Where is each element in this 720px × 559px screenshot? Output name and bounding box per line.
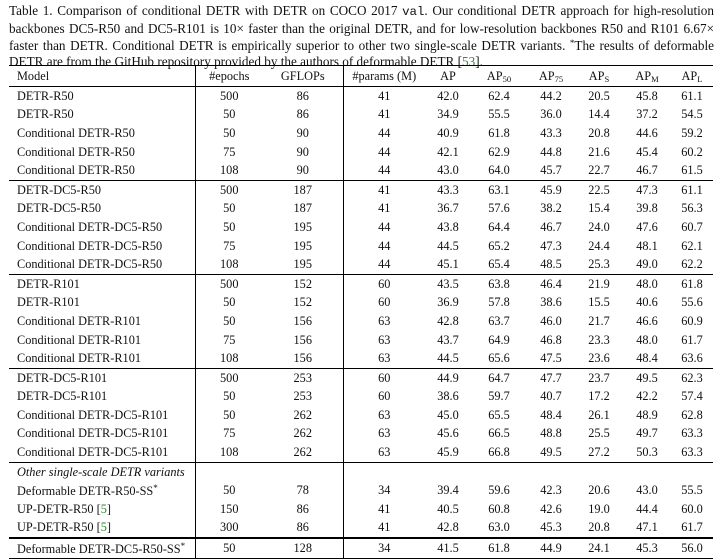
col-header-ap50: $AP_{50}$ [486,68,512,84]
cell-ap50: 60.8 [488,501,510,516]
cell-aps: 23.7 [575,368,623,387]
cell-apl: 62.2 [681,257,703,272]
table-row [9,87,713,106]
cell-apm: 48.1 [636,238,658,253]
cell-apl: 63.6 [681,351,703,366]
cell-apm: 39.8 [636,201,658,216]
cell-apl: 54.5 [681,107,703,122]
cell-aps: 23.6 [588,351,610,366]
cell-apm: 49.0 [636,257,658,272]
cell-ap: 36.7 [437,201,459,216]
caption-label: Table 1. [9,3,53,18]
cell-ap50: 63.7 [488,313,510,328]
caption-val-split: val [402,5,425,19]
cell-gflops: 90 [263,161,343,180]
citation-link[interactable]: 5 [100,520,107,535]
cell-aps: 21.7 [588,313,610,328]
cell-ap75: 47.7 [527,368,575,387]
cell-ap50: 59.7 [488,389,510,404]
cell-model: DETR-DC5-R50 [9,200,195,219]
cell-ap75: 48.8 [540,426,562,441]
cell-gflops: 90 [263,143,343,162]
cell-gflops: 195 [263,255,343,274]
cell-ap75: 48.4 [540,407,562,422]
cell-params: 60 [343,368,425,387]
citation-link[interactable]: 5 [100,501,107,516]
cell-ap75: 45.7 [540,163,562,178]
cell-model: Conditional DETR-R101 [9,312,195,331]
col-header-epochs: #epochs [209,68,250,83]
section-heading: Other single-scale DETR variants [9,462,195,481]
table-row [9,368,713,387]
cell-apl: 61.5 [681,163,703,178]
table-row [9,331,713,350]
table-row [9,161,713,180]
cell-aps: 25.5 [588,426,610,441]
cell-apm: 37.2 [636,107,658,122]
cell-ap: 45.1 [437,257,459,272]
cell-gflops: 86 [263,500,343,519]
cell-ap: 42.0 [425,87,471,106]
cell-aps: 20.8 [588,125,610,140]
table-row [9,237,713,256]
cell-apm: 47.3 [623,180,671,199]
results-table [9,65,713,559]
cell-aps: 24.0 [588,219,610,234]
cell-apl: 55.6 [681,295,703,310]
cell-apl: 63.3 [681,445,703,460]
cell-gflops: 156 [263,349,343,368]
cell-ap50: 64.4 [488,219,510,234]
cell-epochs: 50 [223,201,236,216]
cell-ap: 43.0 [437,163,459,178]
cell-ap: 43.7 [437,332,459,347]
group-other-variants [9,462,713,538]
cell-ap50: 65.6 [488,351,510,366]
cell-apl: 60.7 [681,219,703,234]
cell-aps: 23.3 [588,332,610,347]
table-caption: Table 1. Comparison of conditional DETR with DETR on COCO 2017 val. Our conditional DETR approach for high-resolution backbones DC5-R50 and DC5-R101 is 10× faster than the original DETR, and for low-resolution backbones R50 and R101 6.67× faster than DETR. Conditional DETR is empirically superior to other two single-scale DETR variants. *The results of deformable DETR are from the GitHub repository provided by the authors of deformable DETR [53]. [9,3,714,69]
cell-ap75: 42.6 [540,501,562,516]
cell-gflops: 86 [263,106,343,125]
cell-gflops: 195 [263,218,343,237]
cell-model: UP-DETR-R50 [5] [9,519,195,539]
cell-ap75: 44.8 [540,144,562,159]
caption-citation-link[interactable]: 53 [462,53,476,69]
col-header-ap: AP [440,68,456,83]
cell-gflops: 187 [263,200,343,219]
cell-apm: 45.3 [623,538,671,558]
cell-gflops: 78 [263,481,343,500]
cell-ap: 43.8 [437,219,459,234]
group-detr-r50 [9,87,713,181]
table-row [9,500,713,519]
cell-apm: 48.0 [636,332,658,347]
cell-model: Conditional DETR-DC5-R50 [9,218,195,237]
cell-epochs: 50 [223,389,236,404]
table-row [9,425,713,444]
cell-ap50: 59.6 [488,483,510,498]
cell-gflops: 195 [263,237,343,256]
cell-apl: 61.7 [681,332,703,347]
cell-epochs: 75 [223,332,236,347]
cell-epochs: 108 [220,445,239,460]
cell-aps: 24.4 [588,238,610,253]
table-row [9,519,713,539]
cell-ap75: 36.0 [540,107,562,122]
cell-ap50: 55.5 [488,107,510,122]
cell-params: 63 [378,313,391,328]
cell-ap: 36.9 [437,295,459,310]
cell-apl: 60.0 [681,501,703,516]
cell-ap: 42.8 [437,313,459,328]
cell-gflops: 128 [263,538,343,558]
table-header [9,66,713,87]
cell-ap: 45.0 [437,407,459,422]
cell-ap50: 66.5 [488,426,510,441]
cell-epochs: 75 [223,426,236,441]
cell-apl: 56.0 [671,538,713,558]
cell-ap50: 61.8 [471,538,527,558]
cell-apm: 47.1 [636,520,658,535]
cell-params: 44 [378,144,391,159]
cell-ap50: 64.0 [488,163,510,178]
cell-epochs: 300 [220,520,239,535]
cell-ap75: 38.2 [540,201,562,216]
cell-aps: 17.2 [588,389,610,404]
cell-model: Conditional DETR-R101 [9,331,195,350]
cell-apm: 44.4 [636,501,658,516]
cell-model: UP-DETR-R50 [5] [9,500,195,519]
cell-ap75: 44.9 [527,538,575,558]
cell-epochs: 50 [195,538,263,558]
cell-apm: 48.9 [636,407,658,422]
col-header-model: Model [9,66,195,87]
cell-apl: 60.2 [681,144,703,159]
cell-gflops: 253 [263,388,343,407]
cell-gflops: 253 [263,368,343,387]
cell-epochs: 50 [223,295,236,310]
cell-apl: 59.2 [681,125,703,140]
col-header-apl: $AP_L$ [681,68,703,84]
cell-model: DETR-R101 [9,294,195,313]
cell-apm: 49.5 [623,368,671,387]
cell-ap50: 66.8 [488,445,510,460]
cell-apl: 62.8 [681,407,703,422]
cell-model: Conditional DETR-DC5-R101 [9,425,195,444]
cell-ap: 39.4 [437,483,459,498]
cell-ap50: 57.6 [488,201,510,216]
col-header-params: #params (M) [352,68,417,83]
cell-epochs: 500 [195,180,263,199]
table-row [9,255,713,274]
cell-epochs: 108 [220,351,239,366]
cell-params: 60 [378,389,391,404]
cell-model: DETR-R50 [9,87,195,106]
cell-ap50: 62.9 [488,144,510,159]
cell-ap75: 45.9 [527,180,575,199]
cell-params: 41 [378,501,391,516]
cell-aps: 21.9 [575,274,623,293]
table-row [9,538,713,558]
cell-model: Conditional DETR-DC5-R50 [9,237,195,256]
cell-ap50: 65.5 [488,407,510,422]
cell-model: DETR-DC5-R101 [9,368,195,387]
cell-aps: 22.7 [588,163,610,178]
cell-gflops: 86 [263,519,343,539]
cell-params: 41 [378,520,391,535]
cell-ap75: 48.5 [540,257,562,272]
cell-apm: 50.3 [636,445,658,460]
cell-epochs: 50 [223,107,236,122]
cell-epochs: 75 [223,238,236,253]
col-header-apm: $AP_M$ [635,68,659,84]
cell-model: Conditional DETR-R50 [9,143,195,162]
cell-model: Conditional DETR-R101 [9,349,195,368]
cell-aps: 19.0 [588,501,610,516]
cell-ap75: 47.5 [540,351,562,366]
cell-apl: 60.9 [681,313,703,328]
cell-params: 44 [378,238,391,253]
cell-epochs: 75 [223,144,236,159]
table-row [9,349,713,368]
cell-ap: 44.9 [425,368,471,387]
table-row [9,180,713,199]
cell-apl: 62.3 [671,368,713,387]
cell-params: 41 [378,107,391,122]
cell-model: Deformable DETR-R50-SS* [9,481,195,500]
cell-aps: 15.5 [588,295,610,310]
cell-ap: 38.6 [437,389,459,404]
cell-ap: 40.5 [437,501,459,516]
cell-ap: 42.8 [437,520,459,535]
cell-apm: 44.6 [636,125,658,140]
cell-epochs: 500 [195,87,263,106]
cell-aps: 24.1 [575,538,623,558]
table-row [9,294,713,313]
cell-ap75: 47.3 [540,238,562,253]
cell-apl: 61.7 [681,520,703,535]
cell-apm: 40.6 [636,295,658,310]
cell-ap50: 65.2 [488,238,510,253]
cell-ap75: 43.3 [540,125,562,140]
cell-params: 34 [343,538,425,558]
group-detr-r101 [9,274,713,368]
cell-gflops: 152 [263,274,343,293]
cell-ap50: 63.0 [488,520,510,535]
col-header-ap75: $AP_{75}$ [538,68,564,84]
cell-params: 34 [378,483,391,498]
cell-params: 44 [378,163,391,178]
cell-aps: 27.2 [588,445,610,460]
cell-aps: 26.1 [588,407,610,422]
group-detr-dc5-r101 [9,368,713,462]
cell-ap50: 65.4 [488,257,510,272]
cell-params: 63 [378,426,391,441]
cell-gflops: 90 [263,124,343,143]
col-header-gflops: GFLOPs [263,66,343,87]
cell-aps: 14.4 [588,107,610,122]
cell-apl: 55.5 [681,483,703,498]
cell-aps: 20.5 [575,87,623,106]
cell-gflops: 187 [263,180,343,199]
cell-gflops: 156 [263,312,343,331]
cell-gflops: 152 [263,294,343,313]
cell-model: Conditional DETR-DC5-R101 [9,406,195,425]
cell-ap75: 44.2 [527,87,575,106]
cell-ap: 45.9 [437,445,459,460]
cell-apm: 43.0 [636,483,658,498]
cell-apl: 62.1 [681,238,703,253]
cell-ap: 42.1 [437,144,459,159]
cell-params: 63 [378,407,391,422]
group-final [9,538,713,558]
table-row [9,406,713,425]
cell-aps: 20.8 [588,520,610,535]
cell-apm: 48.0 [623,274,671,293]
cell-ap75: 46.8 [540,332,562,347]
table-row [9,124,713,143]
cell-params: 41 [343,87,425,106]
cell-gflops: 262 [263,443,343,462]
cell-aps: 20.6 [588,483,610,498]
cell-apm: 46.7 [636,163,658,178]
cell-ap75: 38.6 [540,295,562,310]
cell-params: 44 [378,219,391,234]
cell-model: DETR-DC5-R50 [9,180,195,199]
cell-apl: 61.8 [671,274,713,293]
cell-ap50: 61.8 [488,125,510,140]
table-row [9,218,713,237]
cell-ap75: 46.7 [540,219,562,234]
cell-ap: 41.5 [425,538,471,558]
cell-epochs: 108 [220,257,239,272]
table-row [9,388,713,407]
table-row [9,481,713,500]
header-row [9,66,713,87]
table-row [9,274,713,293]
cell-ap: 45.6 [437,426,459,441]
table-row [9,106,713,125]
table-row [9,200,713,219]
cell-apm: 47.6 [636,219,658,234]
cell-aps: 22.5 [575,180,623,199]
cell-apm: 42.2 [636,389,658,404]
table-row [9,143,713,162]
cell-apm: 48.4 [636,351,658,366]
cell-epochs: 50 [223,125,236,140]
cell-apm: 45.8 [623,87,671,106]
cell-params: 41 [343,180,425,199]
cell-apm: 46.6 [636,313,658,328]
cell-ap: 40.9 [437,125,459,140]
cell-aps: 15.4 [588,201,610,216]
cell-ap75: 40.7 [540,389,562,404]
cell-apl: 56.3 [681,201,703,216]
cell-gflops: 262 [263,425,343,444]
cell-ap: 43.5 [425,274,471,293]
cell-ap75: 46.0 [540,313,562,328]
cell-ap: 43.3 [425,180,471,199]
cell-params: 63 [378,351,391,366]
cell-model: Conditional DETR-DC5-R50 [9,255,195,274]
cell-ap: 34.9 [437,107,459,122]
cell-epochs: 50 [223,313,236,328]
cell-params: 63 [378,332,391,347]
cell-apm: 45.4 [636,144,658,159]
cell-model: DETR-R101 [9,274,195,293]
col-header-aps: $AP_S$ [588,68,610,84]
cell-params: 41 [378,201,391,216]
cell-ap50: 64.7 [471,368,527,387]
cell-apl: 61.1 [671,87,713,106]
cell-ap50: 64.9 [488,332,510,347]
cell-epochs: 500 [195,368,263,387]
cell-ap75: 45.3 [540,520,562,535]
cell-params: 44 [378,125,391,140]
cell-ap75: 49.5 [540,445,562,460]
cell-ap50: 57.8 [488,295,510,310]
cell-model: DETR-DC5-R101 [9,388,195,407]
cell-epochs: 108 [220,163,239,178]
cell-epochs: 50 [223,407,236,422]
cell-params: 63 [378,445,391,460]
table-row [9,443,713,462]
cell-aps: 25.3 [588,257,610,272]
cell-gflops: 156 [263,331,343,350]
cell-model: Conditional DETR-R50 [9,161,195,180]
cell-ap50: 63.8 [471,274,527,293]
cell-epochs: 50 [223,219,236,234]
cell-epochs: 150 [220,501,239,516]
cell-model: Conditional DETR-R50 [9,124,195,143]
cell-epochs: 500 [195,274,263,293]
cell-apl: 63.3 [681,426,703,441]
cell-model: Deformable DETR-DC5-R50-SS* [9,538,195,558]
cell-apl: 61.1 [671,180,713,199]
cell-model: DETR-R50 [9,106,195,125]
cell-params: 60 [378,295,391,310]
cell-ap50: 62.4 [471,87,527,106]
cell-ap75: 42.3 [540,483,562,498]
cell-ap75: 46.4 [527,274,575,293]
cell-params: 60 [343,274,425,293]
cell-model: Conditional DETR-DC5-R101 [9,443,195,462]
group-detr-dc5-r50 [9,180,713,274]
section-heading-row [9,462,713,481]
cell-ap: 44.5 [437,238,459,253]
cell-apl: 57.4 [681,389,703,404]
cell-params: 44 [378,257,391,272]
cell-ap: 44.5 [437,351,459,366]
cell-epochs: 50 [223,483,236,498]
cell-gflops: 262 [263,406,343,425]
table-row [9,312,713,331]
cell-gflops: 86 [263,87,343,106]
cell-aps: 21.6 [588,144,610,159]
cell-apm: 49.7 [636,426,658,441]
cell-ap50: 63.1 [471,180,527,199]
